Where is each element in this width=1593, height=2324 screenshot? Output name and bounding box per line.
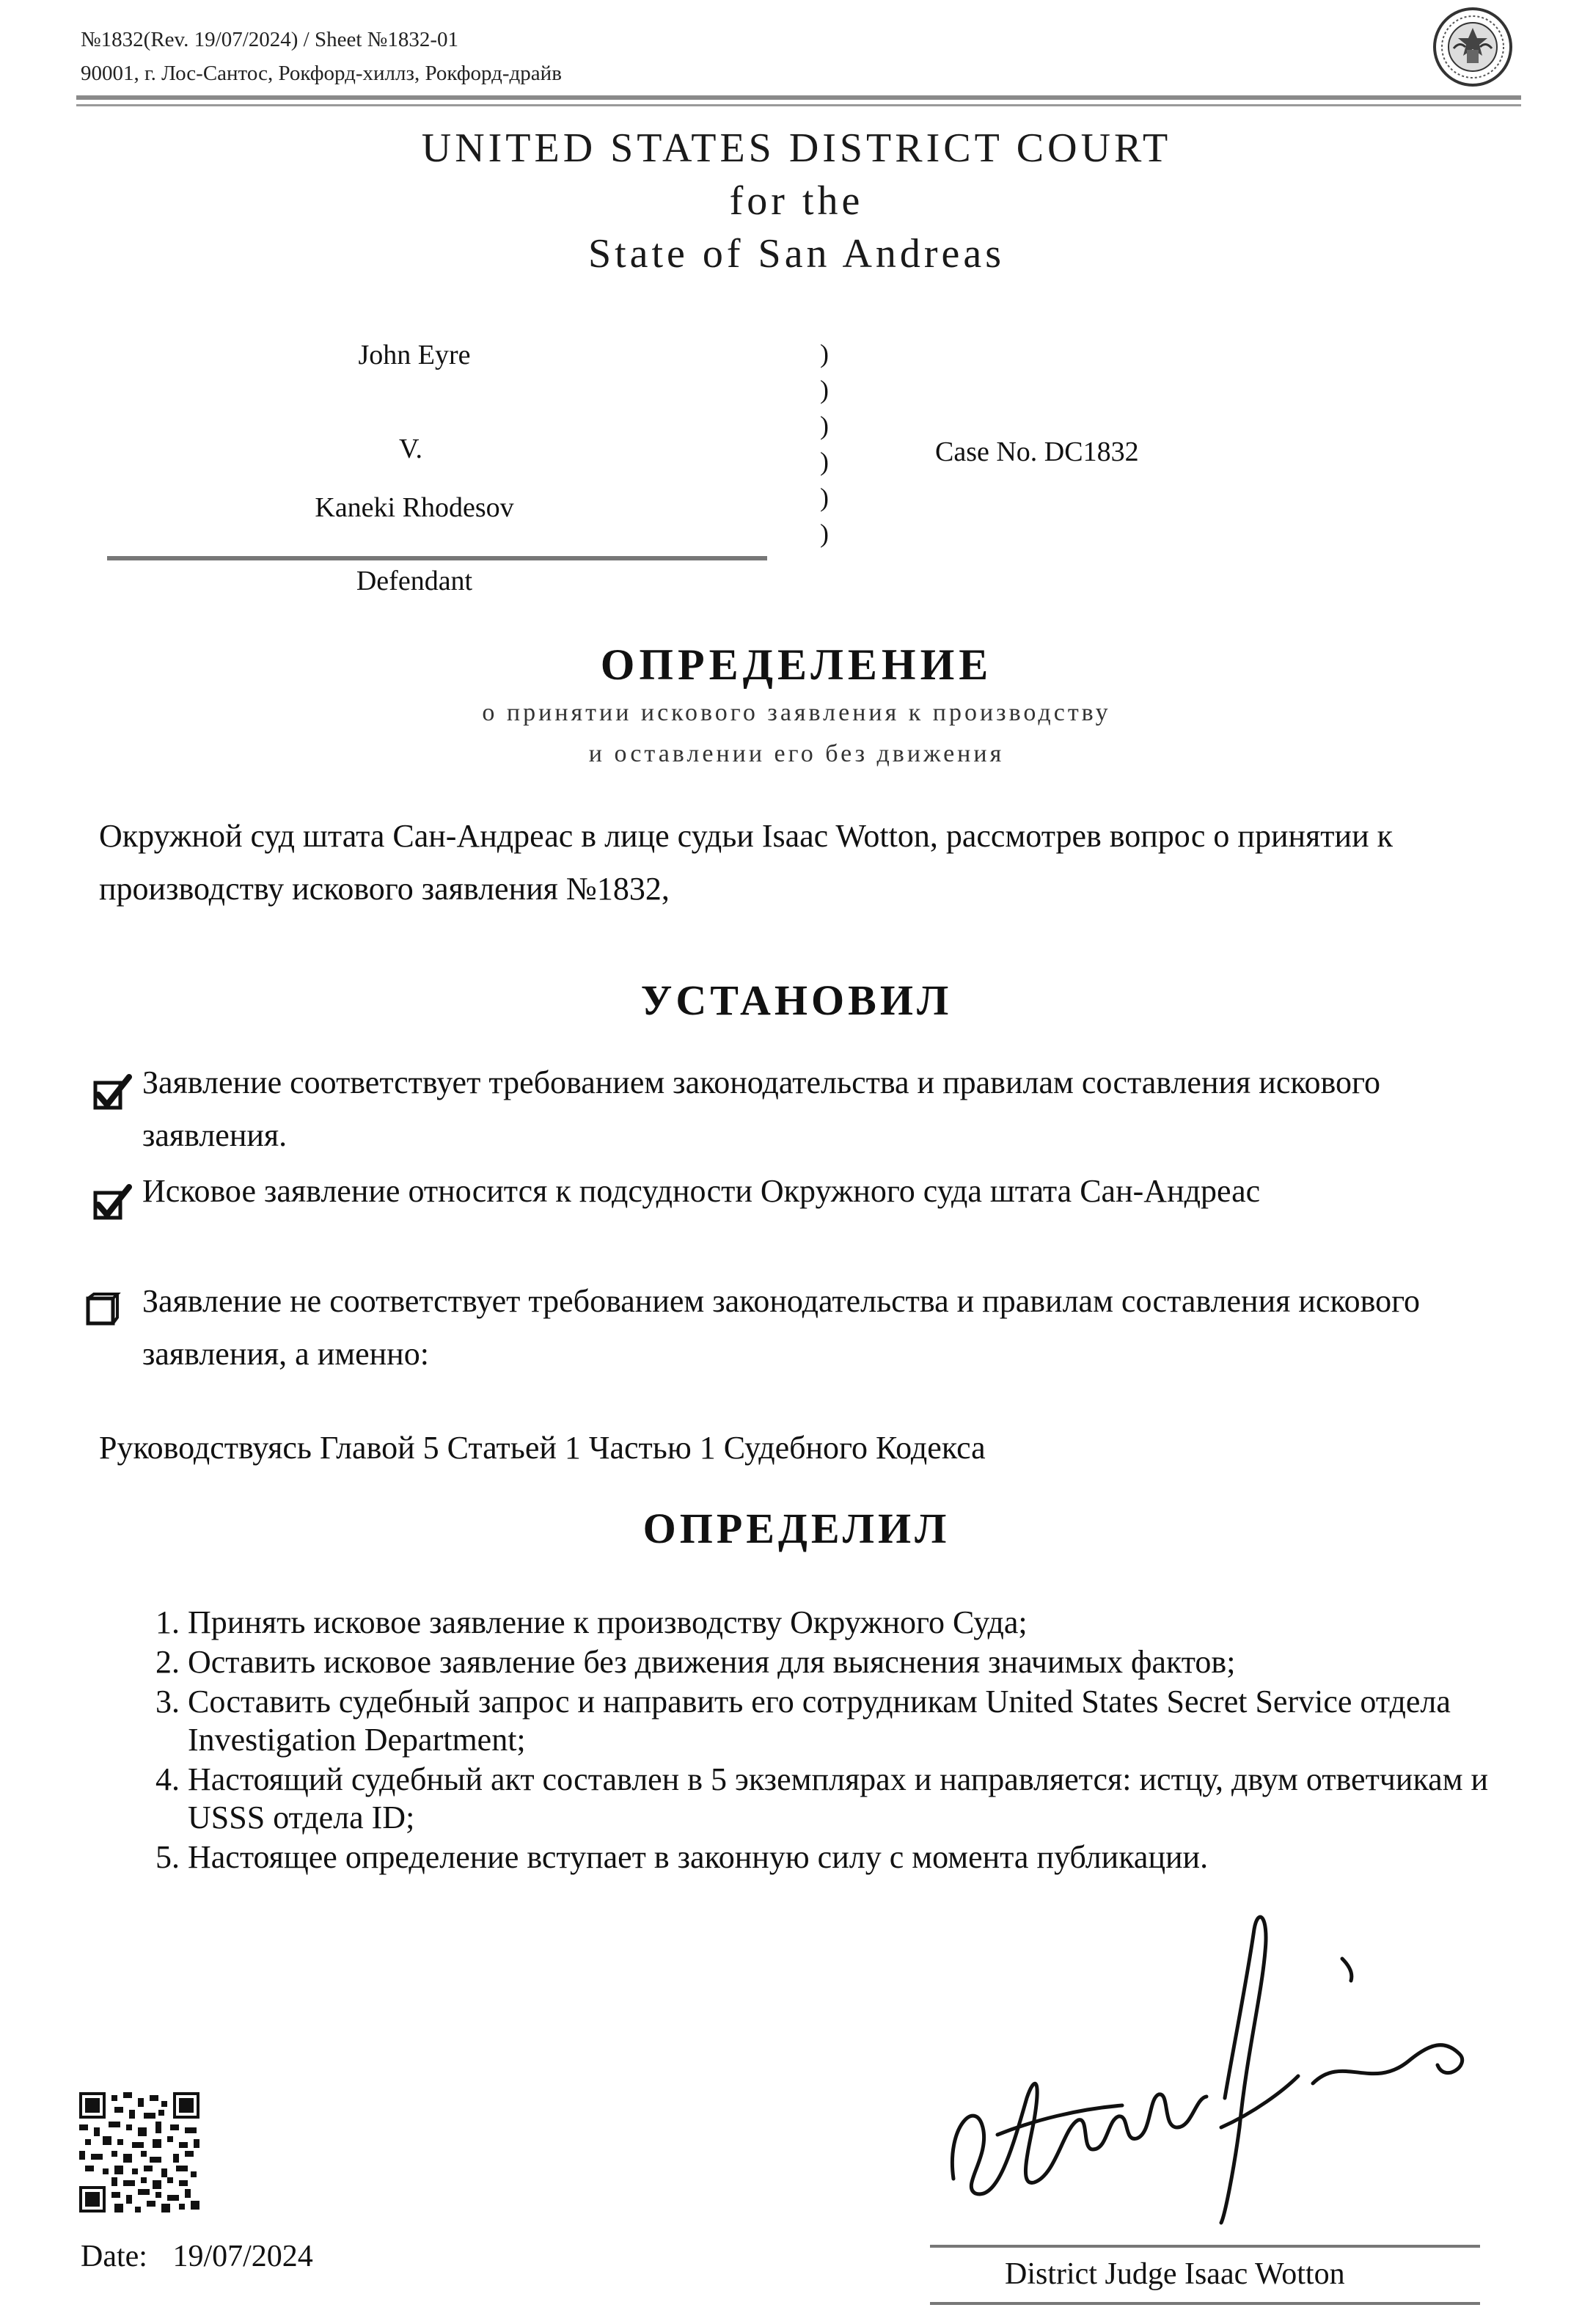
court-for-the: for the [729,178,864,224]
decided-item-3: 3. Составить судебный запрос и направить его сотрудникам United States Secret Service отдела Investigation Department; [188,1683,1537,1759]
judge-name: District Judge Isaac Wotton [1005,2257,1345,2291]
document-title: ОПРЕДЕЛЕНИЕ [600,640,993,689]
decided-item-4: 4. Настоящий судебный акт составлен в 5 экземплярах и направляется: истцу, двум ответчикам и USSS отдела ID; [188,1761,1537,1837]
established-heading: УСТАНОВИЛ [640,976,953,1024]
defendant-label: Defendant [356,566,473,596]
document-subtitle-2: и оставлении его без движения [588,740,1005,767]
established-item-2: Исковое заявление относится к подсудности Окружного суда штата Сан-Андреас [142,1173,1261,1209]
decided-item-5: 5. Настоящее определение вступает в законную силу с момента публикации. [188,1838,1537,1877]
court-address: 90001, г. Лос-Сантос, Рокфорд-хиллз, Рокфорд-драйв [81,62,562,85]
doc-reference: №1832(Rev. 19/07/2024) / Sheet №1832-01 [81,28,458,51]
versus: V. [398,434,423,464]
document-subtitle-1: о принятии искового заявления к производству [482,699,1111,726]
caption-parentheses: ) ) ) ) ) ) [820,339,829,548]
checkbox-checked-icon [92,1073,132,1112]
checkbox-checked-icon [92,1183,132,1222]
caption-underline [107,556,767,560]
case-number: Case No. DC1832 [935,436,1139,467]
defendant-name: Kaneki Rhodesov [315,492,514,523]
checkbox-empty-icon [85,1291,122,1328]
court-jurisdiction: State of San Andreas [587,231,1006,277]
date-row [81,2239,313,2274]
decided-list [144,1604,1537,1878]
established-item-3: Заявление не соответствует требованием законодательства и правилам составления искового заявления, а именно: [142,1283,1421,1372]
seal-icon [1432,6,1514,88]
plaintiff-name: John Eyre [358,340,471,370]
judge-signature [931,1907,1489,2230]
date-value: 19/07/2024 [172,2240,313,2273]
signature-underline [930,2302,1480,2305]
date-label: Date: [81,2240,147,2273]
decided-item-1: 1. Принять исковое заявление к производству Окружного Суда; [188,1604,1537,1642]
decided-heading: ОПРЕДЕЛИЛ [642,1505,951,1552]
qr-code-icon [79,2092,199,2212]
established-item-1: Заявление соответствует требованием законодательства и правилам составления искового заявления. [142,1064,1380,1153]
court-name: UNITED STATES DISTRICT COURT [421,125,1172,171]
intro-paragraph: Окружной суд штата Сан-Андреас в лице судьи Isaac Wotton, рассмотрев вопрос о принятии к производству искового заявления №1832, [99,818,1393,907]
decided-item-2: 2. Оставить исковое заявление без движения для выяснения значимых фактов; [188,1643,1537,1681]
guided-by: Руководствуясь Главой 5 Статьей 1 Частью 1 Судебного Кодекса [99,1430,986,1466]
signature-line [930,2245,1480,2248]
